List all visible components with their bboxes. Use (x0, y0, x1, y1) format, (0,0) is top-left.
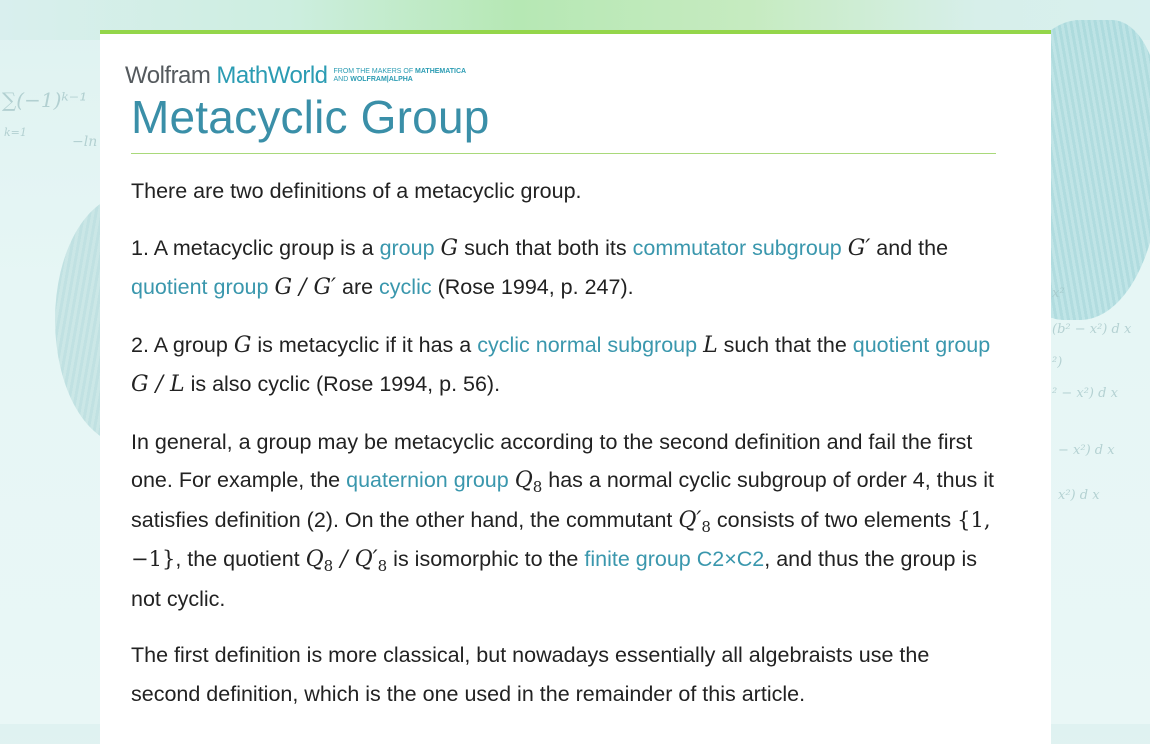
link-cyclic[interactable]: cyclic (379, 275, 432, 299)
example-paragraph: In general, a group may be metacyclic according to the second definition and fail the first one. For example, the quaternion group $Q_8$ has a normal cyclic subgroup of order 4, thus it satisfies definition (2). On the other hand, the commutant $Q'_8$ consists of two elements {1, −1}, the quotient $Q_8 / Q'_8$ is isomorphic to the finite group C2×C2, and thus the group is not cyclic. (131, 429, 995, 611)
background-formula-ln: −ln (72, 134, 98, 150)
background-formula-sum: ∑(−1)ᵏ⁻¹ (2, 88, 88, 112)
link-cyclic-normal-subgroup[interactable]: cyclic normal subgroup (477, 332, 698, 357)
math-Q8: $Q_8$ (514, 468, 543, 496)
background-formula: ² − x²) d x (1052, 386, 1118, 401)
background-formula: (b² − x²) d x (1052, 322, 1132, 337)
conclusion-paragraph: The first definition is more classical, but nowadays essentially all algebraists use the second definition, which is the one used in the remainder of this article. (131, 643, 930, 706)
background-formula: − x²) d x (1058, 443, 1115, 458)
article-card (100, 30, 1051, 744)
title-divider (131, 153, 996, 154)
background-formula: x² (1052, 286, 1065, 301)
math-G-prime: G′ (847, 235, 871, 261)
math-Q8-prime: $Q'_8$ (678, 507, 711, 536)
link-group[interactable]: group (379, 235, 435, 260)
math-L: L (703, 332, 718, 358)
link-finite-group-c2xc2[interactable]: finite group C2×C2 (584, 547, 765, 571)
logo-wolfram-text: Wolfram (125, 62, 211, 89)
definition-2-paragraph: 2. A group G is metacyclic if it has a cyclic normal subgroup L such that the quotient group G / L is also cyclic (Rose 1994, p. 56). (131, 332, 991, 397)
math-G-over-L: G / L (131, 372, 185, 397)
mathworld-logo[interactable] (125, 62, 466, 90)
math-G-over-G-prime: G / G′ (274, 275, 337, 300)
math-G: G (233, 332, 252, 358)
definition-1-paragraph: 1. A metacyclic group is a group G such that both its commutator subgroup G′ and the quotient group G / G′ are cyclic (Rose 1994, p. 247). (131, 235, 949, 300)
background-formula: x²) d x (1058, 488, 1100, 503)
background-formula-sub: k=1 (4, 126, 27, 139)
math-set-1-minus1: {1, −1} (131, 507, 991, 571)
logo-mathworld-text: MathWorld (216, 62, 328, 89)
background-formula: ²) (1052, 355, 1063, 370)
logo-tagline: FROM THE MAKERS OF MATHEMATICA AND WOLFRAM|ALPHA (333, 68, 467, 83)
page-title: Metacyclic Group (131, 91, 490, 143)
link-commutator-subgroup[interactable]: commutator subgroup (632, 235, 842, 260)
article-body (131, 172, 1001, 731)
link-quotient-group[interactable]: quotient group (852, 332, 991, 357)
math-G: G (440, 235, 459, 261)
math-Q8-over-Q8-prime: $Q_8 / Q'_8$ (305, 547, 388, 575)
link-quotient-group[interactable]: quotient group (131, 275, 269, 299)
link-quaternion-group[interactable]: quaternion group (346, 468, 509, 492)
intro-paragraph: There are two definitions of a metacyclic group. (131, 179, 582, 203)
